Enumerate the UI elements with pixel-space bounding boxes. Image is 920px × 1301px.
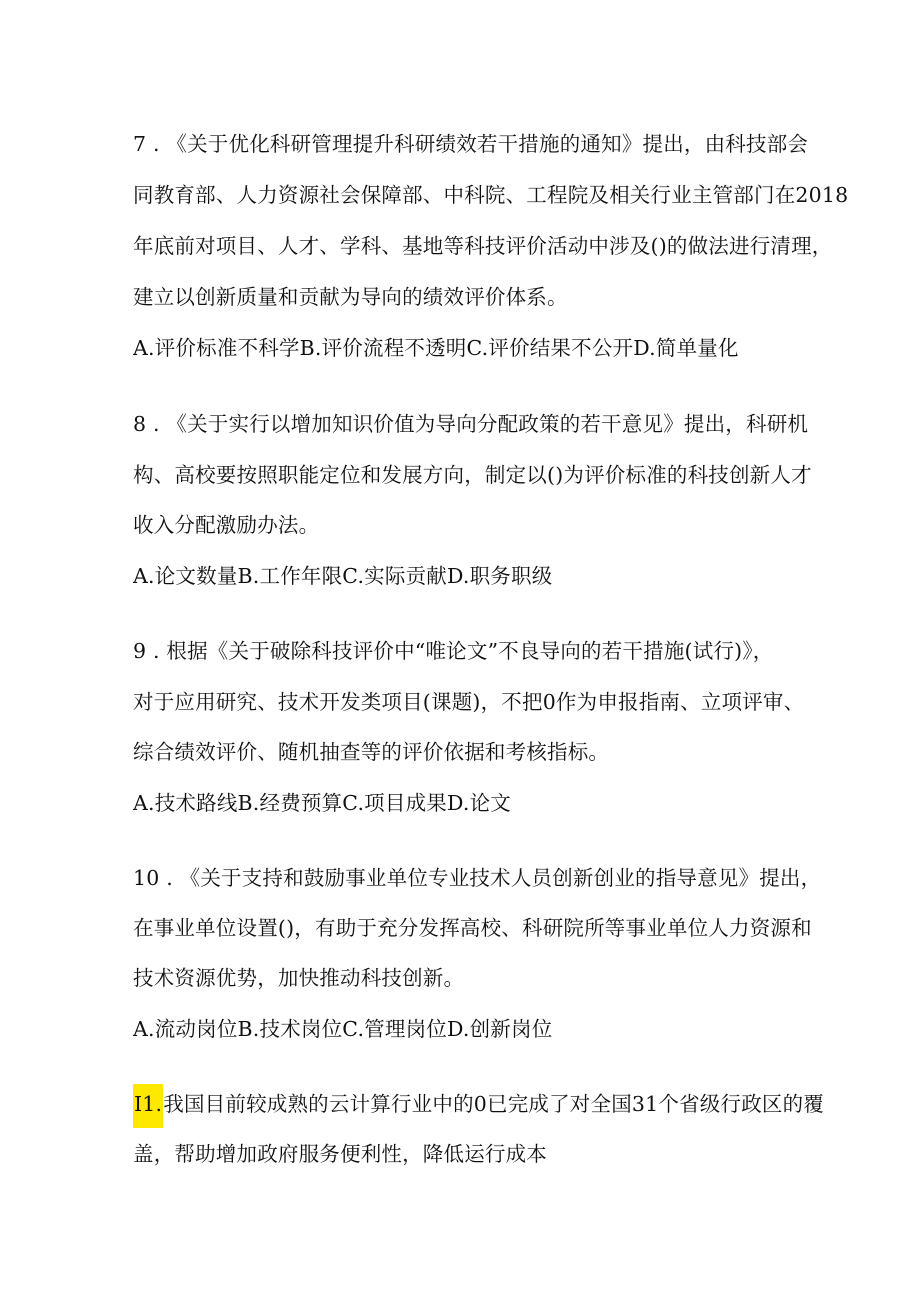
question-9-line-3: 综合绩效评价、随机抽查等的评价依据和考核指标。 — [133, 740, 610, 764]
question-8-line-1: 8 . 《关于实行以增加知识价值为导向分配政策的若干意见》提出，科研机 — [133, 412, 809, 436]
question-10-line-1: 10 . 《关于支持和鼓励事业单位专业技术人员创新创业的指导意见》提出， — [133, 866, 822, 890]
question-11-line-2: 盖，帮助增加政府服务便利性，降低运行成本 — [133, 1142, 547, 1166]
question-11-line-1-text: 我国目前较成熟的云计算行业中的0已完成了对全国31个省级行政区的覆 — [163, 1092, 824, 1116]
question-11-line-1 — [133, 1090, 824, 1128]
question-9-line-1: 9 . 根据《关于破除科技评价中“唯论文”不良导向的若干措施(试行)》， — [133, 639, 774, 663]
question-8-options: A.论文数量B.工作年限C.实际贡献D.职务职级 — [133, 564, 553, 588]
question-9-line-2: 对于应用研究、技术开发类项目(课题)，不把0作为申报指南、立项评审、 — [133, 690, 805, 714]
question-8-line-3: 收入分配激励办法。 — [133, 513, 320, 537]
question-7-line-1: 7 . 《关于优化科研管理提升科研绩效若干措施的通知》提出，由科技部会 — [133, 132, 809, 156]
question-9-options: A.技术路线B.经费预算C.项目成果D.论文 — [133, 791, 511, 815]
highlighted-question-number: I1. — [133, 1084, 163, 1128]
question-8-line-2: 构、高校要按照职能定位和发展方向，制定以()为评价标准的科技创新人才 — [133, 463, 812, 487]
question-10-line-2: 在事业单位设置()，有助于充分发挥高校、科研院所等事业单位人力资源和 — [133, 916, 812, 940]
question-7-line-2: 同教育部、人力资源社会保障部、中科院、工程院及相关行业主管部门在2018 — [133, 183, 849, 207]
question-7-line-4: 建立以创新质量和贡献为导向的绩效评价体系。 — [133, 285, 568, 309]
question-10-line-3: 技术资源优势，加快推动科技创新。 — [133, 966, 465, 990]
question-10-options: A.流动岗位B.技术岗位C.管理岗位D.创新岗位 — [133, 1017, 553, 1041]
question-7-options: A.评价标准不科学B.评价流程不透明C.评价结果不公开D.简单量化 — [133, 336, 739, 360]
question-7-line-3: 年底前对项目、人才、学科、基地等科技评价活动中涉及()的做法进行清理， — [133, 234, 833, 258]
